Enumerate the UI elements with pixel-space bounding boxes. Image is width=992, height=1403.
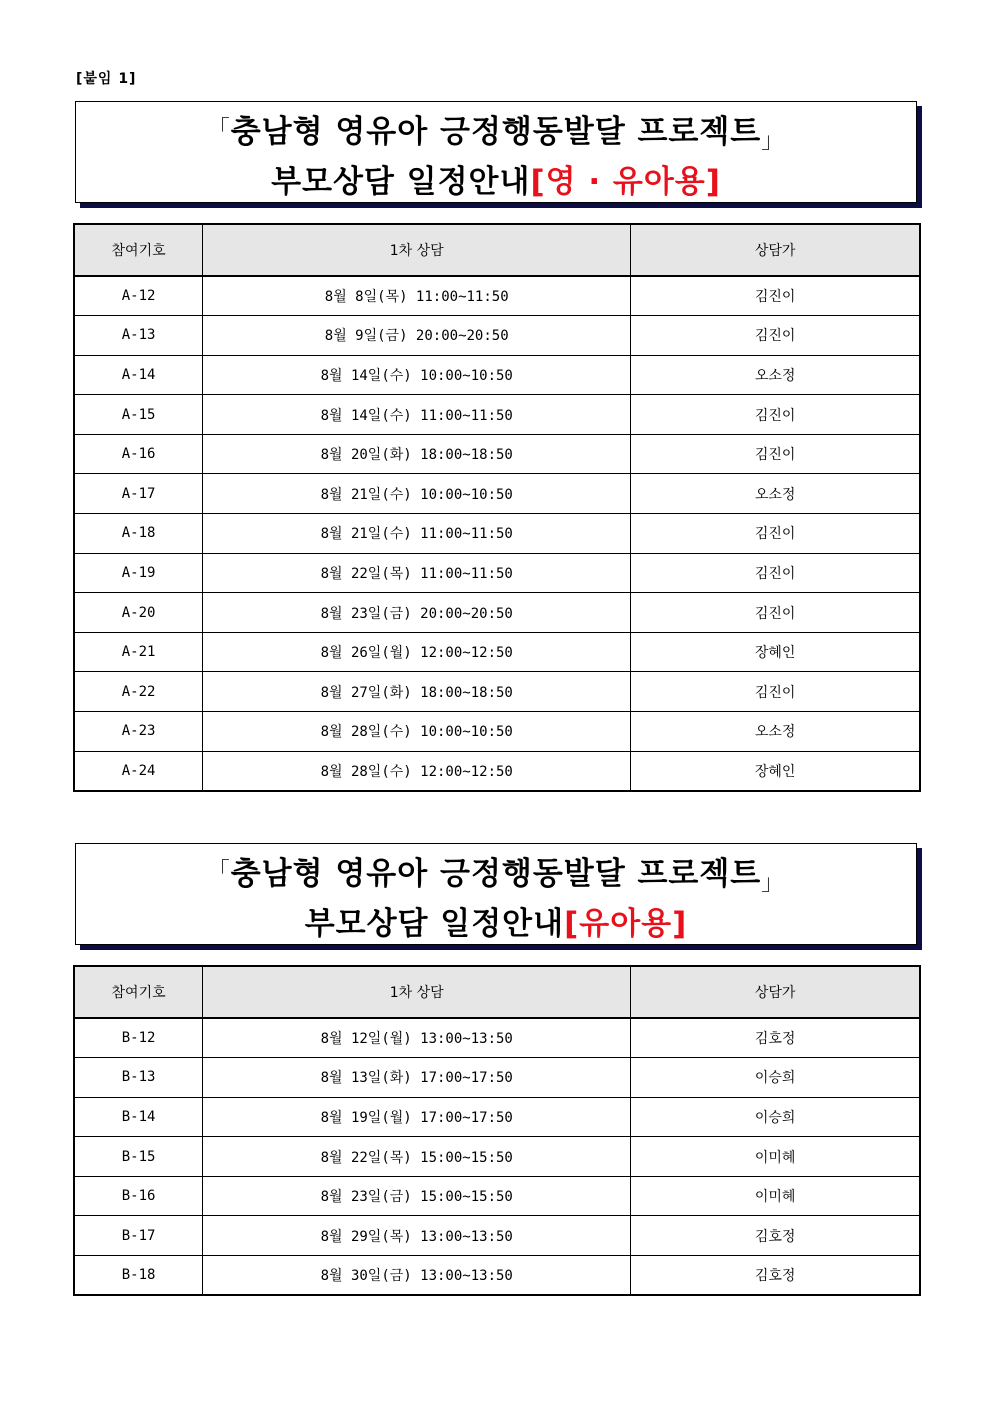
table-row <box>74 355 920 395</box>
table-row <box>74 1176 920 1216</box>
counselor-name: 김진이 <box>631 553 920 593</box>
table-row <box>74 672 920 712</box>
session-schedule: 8월 28일(수) 10:00~10:50 <box>203 712 631 752</box>
title-main <box>76 110 916 162</box>
header-schedule: 1차 상담 <box>203 966 631 1018</box>
title-open-bracket: 「 <box>207 117 231 142</box>
participant-code: A-24 <box>74 751 203 791</box>
table-row <box>74 712 920 752</box>
counselor-name: 이승희 <box>631 1058 920 1098</box>
subtitle-highlight: [유아용] <box>564 906 688 942</box>
session-schedule: 8월 21일(수) 10:00~10:50 <box>203 474 631 514</box>
table-row <box>74 514 920 554</box>
table-row <box>74 1097 920 1137</box>
participant-code: A-15 <box>74 395 203 435</box>
table-row <box>74 632 920 672</box>
participant-code: A-23 <box>74 712 203 752</box>
participant-code: A-14 <box>74 355 203 395</box>
counselor-name: 이승희 <box>631 1097 920 1137</box>
participant-code: A-13 <box>74 316 203 356</box>
participant-code: B-12 <box>74 1018 203 1058</box>
counselor-name: 오소정 <box>631 355 920 395</box>
participant-code: A-22 <box>74 672 203 712</box>
counselor-name: 장혜인 <box>631 632 920 672</box>
table-row <box>74 1137 920 1177</box>
title-close-bracket: 」 <box>761 129 785 154</box>
subtitle-highlight: [영 · 유아용] <box>530 164 721 200</box>
session-schedule: 8월 26일(월) 12:00~12:50 <box>203 632 631 672</box>
header-schedule: 1차 상담 <box>203 224 631 276</box>
session-schedule: 8월 13일(화) 17:00~17:50 <box>203 1058 631 1098</box>
counselor-name: 김호정 <box>631 1256 920 1296</box>
subtitle <box>76 162 916 202</box>
table-row <box>74 316 920 356</box>
participant-code: A-19 <box>74 553 203 593</box>
attachment-label: [붙임 1] <box>76 71 137 87</box>
counselor-name: 이미혜 <box>631 1176 920 1216</box>
session-schedule: 8월 19일(월) 17:00~17:50 <box>203 1097 631 1137</box>
counselor-name: 김호정 <box>631 1216 920 1256</box>
session-schedule: 8월 22일(목) 11:00~11:50 <box>203 553 631 593</box>
counselor-name: 김진이 <box>631 434 920 474</box>
schedule-table-infant-toddler <box>73 223 921 792</box>
participant-code: A-20 <box>74 593 203 633</box>
title-close-bracket: 」 <box>761 871 785 896</box>
session-schedule: 8월 14일(수) 11:00~11:50 <box>203 395 631 435</box>
header-counselor: 상담가 <box>631 224 920 276</box>
counselor-name: 장혜인 <box>631 751 920 791</box>
participant-code: A-17 <box>74 474 203 514</box>
counselor-name: 김진이 <box>631 276 920 316</box>
counselor-name: 김진이 <box>631 395 920 435</box>
table-row <box>74 474 920 514</box>
participant-code: B-14 <box>74 1097 203 1137</box>
session-schedule: 8월 27일(화) 18:00~18:50 <box>203 672 631 712</box>
header-row <box>74 224 920 276</box>
session-schedule: 8월 28일(수) 12:00~12:50 <box>203 751 631 791</box>
session-schedule: 8월 22일(목) 15:00~15:50 <box>203 1137 631 1177</box>
table-row <box>74 395 920 435</box>
table-row <box>74 751 920 791</box>
counselor-name: 김호정 <box>631 1018 920 1058</box>
header-counselor: 상담가 <box>631 966 920 1018</box>
schedule-table-preschool <box>73 965 921 1296</box>
title-main <box>76 852 916 904</box>
participant-code: B-17 <box>74 1216 203 1256</box>
session-schedule: 8월 23일(금) 15:00~15:50 <box>203 1176 631 1216</box>
session-schedule: 8월 29일(목) 13:00~13:50 <box>203 1216 631 1256</box>
counselor-name: 김진이 <box>631 672 920 712</box>
participant-code: A-16 <box>74 434 203 474</box>
participant-code: A-18 <box>74 514 203 554</box>
session-schedule: 8월 30일(금) 13:00~13:50 <box>203 1256 631 1296</box>
counselor-name: 김진이 <box>631 593 920 633</box>
subtitle-text: 부모상담 일정안내 <box>304 906 565 942</box>
participant-code: B-13 <box>74 1058 203 1098</box>
counselor-name: 오소정 <box>631 474 920 514</box>
participant-code: A-21 <box>74 632 203 672</box>
participant-code: B-15 <box>74 1137 203 1177</box>
table-row <box>74 434 920 474</box>
session-schedule: 8월 14일(수) 10:00~10:50 <box>203 355 631 395</box>
title-box-preschool <box>75 843 917 945</box>
session-schedule: 8월 12일(월) 13:00~13:50 <box>203 1018 631 1058</box>
header-code: 참여기호 <box>74 224 203 276</box>
table-row <box>74 1216 920 1256</box>
subtitle-text: 부모상담 일정안내 <box>271 164 531 200</box>
session-schedule: 8월 20일(화) 18:00~18:50 <box>203 434 631 474</box>
counselor-name: 김진이 <box>631 316 920 356</box>
session-schedule: 8월 23일(금) 20:00~20:50 <box>203 593 631 633</box>
title-box-infant-toddler <box>75 101 917 203</box>
counselor-name: 이미혜 <box>631 1137 920 1177</box>
table-row <box>74 1256 920 1296</box>
session-schedule: 8월 8일(목) 11:00~11:50 <box>203 276 631 316</box>
header-code: 참여기호 <box>74 966 203 1018</box>
table-row <box>74 553 920 593</box>
title-text: 충남형 영유아 긍정행동발달 프로젝트 <box>230 856 762 892</box>
participant-code: B-16 <box>74 1176 203 1216</box>
title-text: 충남형 영유아 긍정행동발달 프로젝트 <box>230 114 762 150</box>
session-schedule: 8월 9일(금) 20:00~20:50 <box>203 316 631 356</box>
counselor-name: 오소정 <box>631 712 920 752</box>
participant-code: B-18 <box>74 1256 203 1296</box>
counselor-name: 김진이 <box>631 514 920 554</box>
participant-code: A-12 <box>74 276 203 316</box>
title-open-bracket: 「 <box>207 859 231 884</box>
table-row <box>74 276 920 316</box>
table-row <box>74 1018 920 1058</box>
table-row <box>74 1058 920 1098</box>
table-row <box>74 593 920 633</box>
subtitle <box>76 904 916 944</box>
session-schedule: 8월 21일(수) 11:00~11:50 <box>203 514 631 554</box>
header-row <box>74 966 920 1018</box>
